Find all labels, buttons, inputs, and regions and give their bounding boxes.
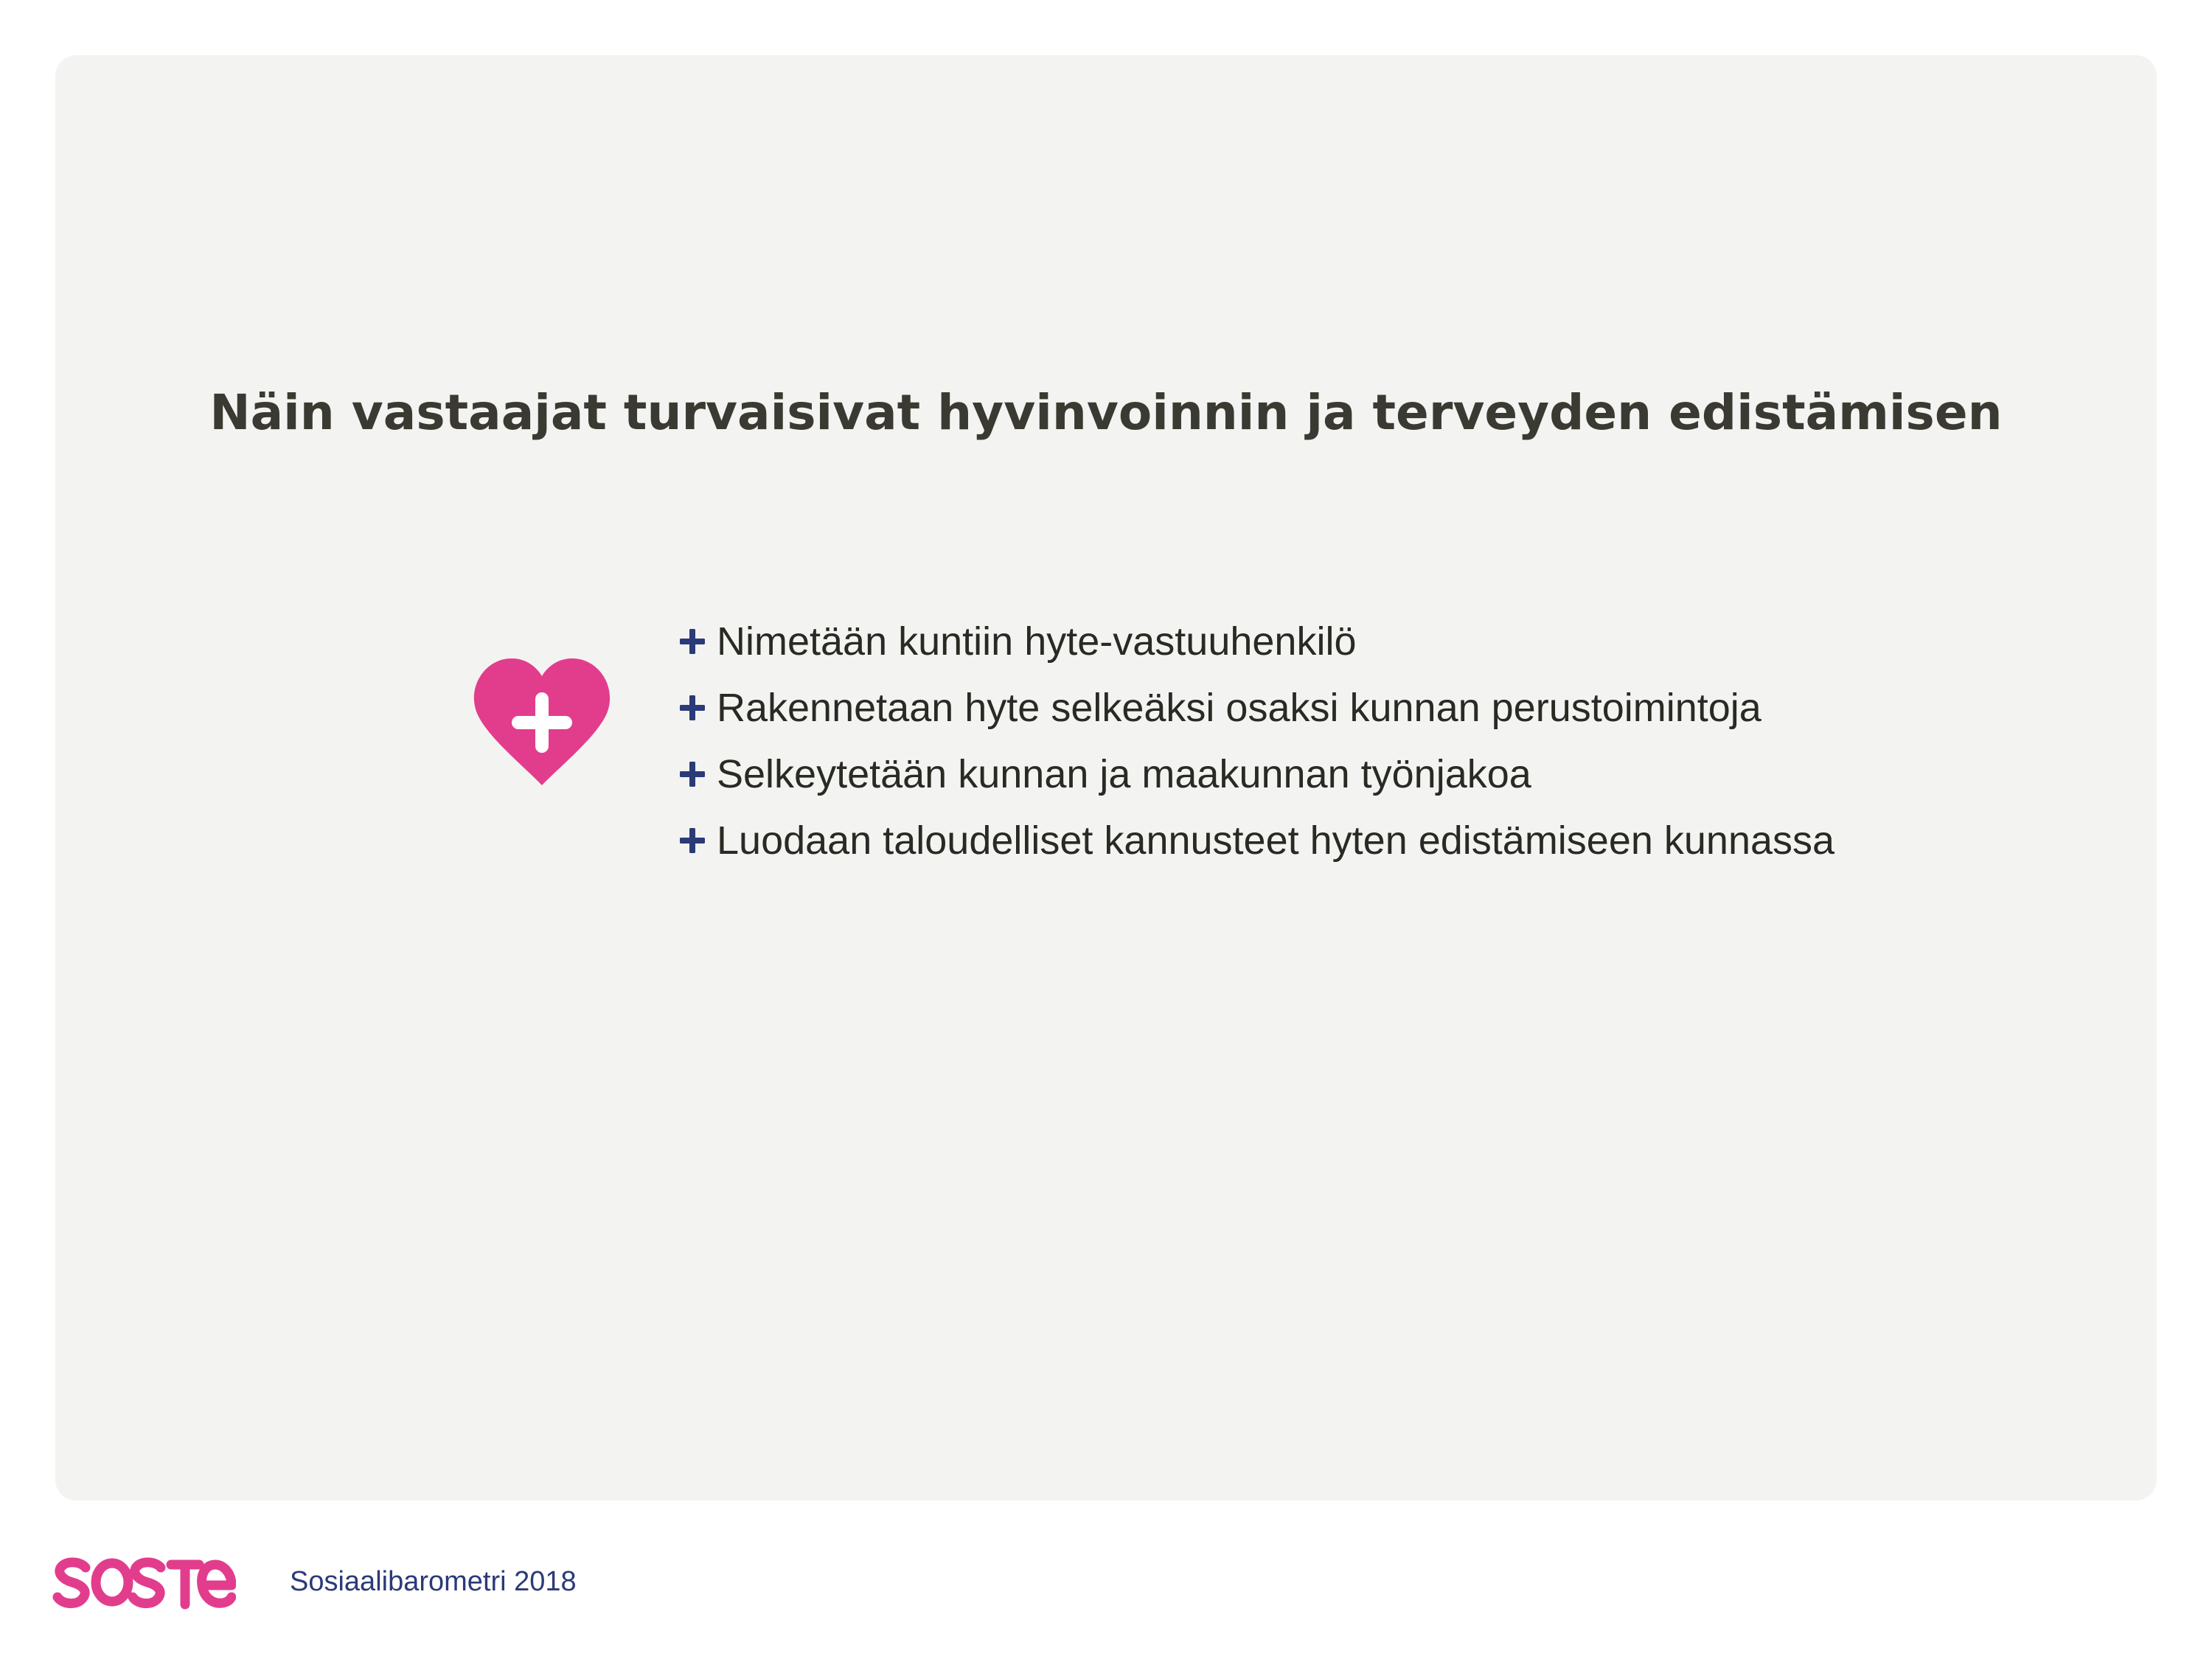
plus-icon — [678, 827, 706, 855]
list-item — [678, 608, 1834, 675]
plus-icon — [678, 694, 706, 722]
list-item-text: Rakennetaan hyte selkeäksi osaksi kunnan perustoimintoja — [717, 686, 1761, 730]
list-item — [678, 741, 1834, 807]
heart-plus-icon — [470, 654, 613, 788]
list-item — [678, 675, 1834, 741]
content-card — [55, 55, 2157, 1500]
list-item-text: Luodaan taloudelliset kannusteet hyten edistämiseen kunnassa — [717, 818, 1835, 863]
list-item-text: Selkeytetään kunnan ja maakunnan työnjakoa — [717, 752, 1531, 796]
footer-caption: Sosiaalibarometri 2018 — [290, 1566, 577, 1597]
list-item — [678, 807, 1834, 874]
page-title: Näin vastaajat turvaisivat hyvinvoinnin ja terveyden edistämisen — [209, 384, 2003, 441]
plus-icon — [678, 627, 706, 655]
list-item-text: Nimetään kuntiin hyte-vastuuhenkilö — [717, 619, 1357, 664]
recommendation-list — [678, 608, 1834, 874]
soste-logo — [52, 1548, 236, 1615]
plus-icon — [678, 760, 706, 788]
